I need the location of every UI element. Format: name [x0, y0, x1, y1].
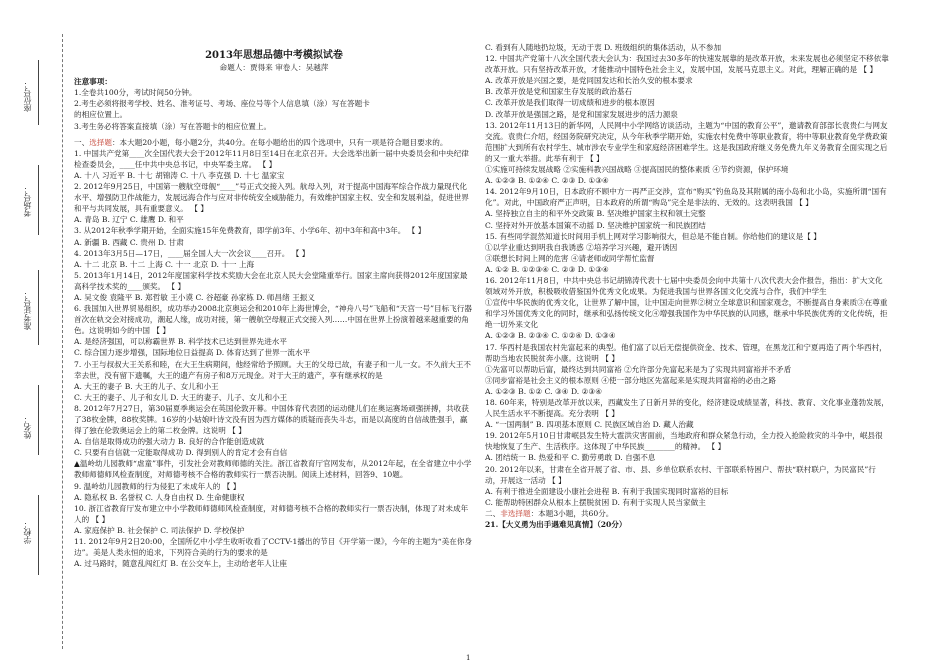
question-line: B. 改革开放是党和国家生存发展的政治基石 — [485, 87, 633, 97]
question-line: 7. 小王与叔叔大王关系和睦，在大王生病期间，他经常给予照顾。大王的父母已故，有妻子和一儿一女。不久前大王不幸去世，没有留下遗嘱，大王的遗产有房子和8万元现金。对于大王的遗产，享有继承权的是 — [74, 359, 471, 380]
question-line: ③同步富裕是社会主义的根本原则 ④使一部分地区先富起来是实现共同富裕的必由之路 — [485, 375, 776, 385]
section2-prefix: 二、 — [485, 508, 501, 518]
question-line: A. 大王的妻子 B. 大王的儿子、女儿和小王 — [74, 381, 219, 391]
section2-label: 非选择题 — [500, 508, 531, 518]
question-line: 15. 有些同学混然知道长时间用手机上网对学习影响很大，但总是不能自制。你给他们的建议是【 】 — [485, 231, 821, 241]
question-line: A. 家庭保护 B. 社会保护 C. 司法保护 D. 学校保护 — [74, 525, 245, 535]
question-line: A. 坚持独立自主的和平外交政策 B. 坚决维护国家主权和领土完整 — [485, 209, 706, 219]
question-line: D. 改革开放是强国之路，是党和国家发展进步的活力源泉 — [485, 109, 678, 119]
question-line: A. 改革开放是兴国之要，是党同国发达和长治久安的根本要求 — [485, 76, 693, 86]
notes-list — [74, 87, 474, 131]
question-line: 16. 2012年11月8日，中共中央总书记胡锦涛代表十七届中央委员会向中共第十八次代表大会作报告，指出：扩大文化领域对外开放，积极吸收借鉴国外优秀文化成果。为促进我国与世界各国文化交流与合作，我们中学生 — [485, 275, 883, 297]
question-line: ①以学业重达到明我自我诱惑 ②培养学习兴趣，避开诱因 — [485, 242, 678, 252]
question-line: ▲温岭幼儿园教师“虐童”事件，引发社会对教师师德的关注。浙江省教育厅官网发布，从2012年起，在全省建立中小学教师师德师风检查制度，对师德考核不合格的教师实行一票否决制。阅读上述材料，回答9、10题。 — [74, 459, 472, 480]
name-field-label: 姓名： — [23, 415, 32, 439]
question-line: C. 只要有自信就一定能取得成功 D. 得到别人的肯定才会有自信 — [74, 448, 288, 458]
question-line: A. 青岛 B. 辽宁 C. 雄鹰 D. 和平 — [74, 215, 184, 225]
question-line: 20. 2012年以来，甘肃在全省开展了省、市、县、乡单位联系农村、干部联系特困户、帮扶“联村联户，为民富民”行动，开展这一活动 【 】 — [485, 464, 876, 485]
question-line: 14. 2012年9月10日，日本政府不顾中方一再严正交涉，宣布“购买”钓鱼岛及其附属的南小岛和北小岛，实施所谓“国有化”。对此，中国政府严正声明，日本政府的所谓“购岛”完全是非法的、无效的。这表明我国 【 】 — [485, 187, 887, 208]
question-line: 10. 浙江省教育厅发布建立中小学教师师德师风检查制度，对师德考核不合格的教师实行一票否决制，体现了对未成年人的 【 】 — [74, 503, 469, 524]
question-line: C. 改革开放是我们取得一切成绩和进步的根本原因 — [485, 98, 655, 108]
question-line: 13. 2012年11月13日的新华网，人民网中小学网络访谈活动，主题为“中国的教育公平”，邀请教育部部长袁贵仁与网友交流。袁贵仁介绍，经国务院研究决定，从今年秋季学期开始，实施农村免费中等职业教育，将中等职业教育免学费政策范围扩大到所有农村学生、城市涉农专业学生和家庭经济困难学生。这是我国政府继义务免费九年义务教育全面实现之后的又一重大举措。此举有利于 【 】 — [485, 120, 888, 163]
question-line: A. 有利于推进全面建设小康社会进程 B. 有利于我国实现同时富裕的目标 — [485, 486, 729, 496]
question-line: A. 是经济强国，可以称霸世界 B. 科学技术已达到世界先进水平 — [74, 337, 287, 347]
question-line: ①先富可以帮助后富，最终达到共同富裕 ②允许部分先富起来是为了实现共同富裕并不矛盾 — [485, 364, 792, 374]
left-questions — [74, 148, 474, 570]
question-line: A. “一国两制” B. 四项基本原则 C. 民族区域自治 D. 藏人治藏 — [485, 420, 694, 430]
section1-prefix: 一、 — [74, 137, 90, 147]
notes-heading: 注意事项： — [74, 77, 112, 87]
exam-no-line — [38, 270, 39, 345]
name-line — [38, 385, 39, 455]
exam-authors: 命题人：贾得来 审卷人：吴越萍 — [219, 63, 329, 73]
question-line: 3. 从2012年秋季学期开始，全面实施15年免费教育，即学前3年、小学6年、初中3年和高中3年。 【 】 — [74, 226, 426, 236]
cut-line — [62, 34, 63, 649]
question-line: ①实施可持续发展战略 ②实施科教兴国战略 ③提高国民的整体素质 ④节约资源，保护环境 — [485, 165, 789, 175]
note-item: 2.考生必须将报考学校、姓名、准考证号、考场、座位号等个人信息填（涂）写在答题卡 — [74, 99, 370, 109]
question-line: 17. 华西村是我国农村先富起来的典型。他们富了以后无偿提供资金、技术、管理，在黑龙江和宁夏再造了两个华西村，帮助当地农民脱贫奔小康。这说明 【 】 — [485, 342, 887, 363]
page-number: 1 — [466, 654, 471, 662]
question-line: ①宣传中华民族的优秀文化，让世界了解中国，让中国走向世界②树立全球意识和国家观念，不断提高自身素质③在尊重和学习外国优秀文化的同时，继承和弘扬传统文化④增强我国作为中华民族的认同感，继承中华民族优秀的文化传统，拒绝一切外来文化 — [485, 298, 888, 330]
question-line: C. 大王的妻子、儿子和女儿 D. 大王的妻子、儿子、女儿和小王 — [74, 392, 288, 402]
right-column — [485, 42, 890, 530]
question-line: A. 隐私权 B. 名誉权 C. 人身自由权 D. 生命健康权 — [74, 492, 245, 502]
question-21: 21.【大义勇为出手遇难见真情】（20分） — [485, 520, 627, 530]
exam-no-field-label: 准考证号： — [23, 290, 32, 330]
left-column — [74, 50, 474, 569]
question-line: 6. 我国加入世界贸易组织，成功举办2008北京奥运会和2010年上海世博会，“神舟八号”飞船和“天宫一号”目标飞行器首次在轨交会对接成功，潮起人缘，成功对接，第一艘航空母舰正式交接入列……中国在世界上扮演着越来越重要的角色。这说明如今的中国 【 】 — [74, 304, 472, 336]
question-line: A. 十八 习近平 B. 十七 胡锦涛 C. 十八 李克强 D. 十七 温家宝 — [74, 170, 285, 180]
question-line: 11. 2012年9月2日20:00，全国所亿中小学生收听收看了CCTV-1播出的节目《开学第一课》，今年的主题为“美在你身边”。美是人类永恒的追求，下列符合美的行为的要求的是 — [74, 537, 473, 558]
question-line: 1. 中国共产党第____次全国代表大会于2012年11月8日至14日在北京召开。大会选举出新一届中央委员会和中央纪律检查委员会，____任中共中央总书记，中央军委主席。 【 】 — [74, 148, 469, 169]
question-line: 2. 2012年9月25日，中国第一艘航空母舰“____”号正式交接入列。航母入列，对于提高中国海军综合作战力量现代化水平、增强防卫作战能力，发展远海合作与应对非传统安全威胁能力，有效维护国家主权、安全和发展利益，促进世界和平与共同发展，具有重要意义。 【 】 — [74, 182, 469, 214]
note-item: 3.考生务必将答案直接填（涂）写在答题卡的相应位置上。 — [74, 121, 272, 131]
school-field-label: 学校： — [23, 520, 32, 544]
question-line: A. ①② B. ①②③④ C. ②③ D. ①③④ — [485, 264, 609, 274]
question-line: C. 综合国力逐步增强，国际地位日益提高 D. 体育达到了世界一流水平 — [74, 348, 311, 358]
exam-title: 2013年思想品德中考模拟试卷 — [205, 50, 343, 61]
question-line: A. 十二 北京 B. 十二 上海 C. 十一 北京 D. 十一 上海 — [74, 259, 255, 269]
question-line: A. 吴文俊 袁隆平 B. 郑哲敏 王小谟 C. 谷超豪 孙家栋 D. 师昌绪 王振义 — [74, 292, 315, 302]
question-line: 18. 60年来，特别是改革开放以来，西藏发生了日新月异的变化，经济建设成绩显著，科技、教育、文化事业蓬勃发展，人民生活水平不断提高。充分表明 【 】 — [485, 398, 889, 419]
room-line — [38, 165, 39, 235]
question-line: A. 新疆 B. 西藏 C. 贵州 D. 甘肃 — [74, 237, 184, 247]
question-line: A. ①②③ B. ①② C. ③④ D. ②③④ — [485, 386, 603, 396]
question-line: A. 过马路时，随意乱闯红灯 B. 在公交车上，主动给老年人让座 — [74, 559, 287, 569]
question-line: 4. 2013年3月5日—17日，____届全国人大一次会议____召开。 【 】 — [74, 248, 310, 258]
binding-margin — [8, 40, 58, 640]
question-line: C. 能帮助特困群众从根本上摆脱贫困 D. 有利于实现人民当家做主 — [485, 497, 706, 507]
section2-heading — [485, 508, 890, 519]
school-line — [38, 495, 39, 575]
note-item: 的相应位置上。 — [74, 110, 128, 120]
question-line: A. ①②③ B. ②③④ C. ①②④ D. ①③④ — [485, 331, 616, 341]
question-line: A. 自信是取得成功的强大动力 B. 良好的合作能创造成就 — [74, 437, 265, 447]
question-line: 19. 2012年5月10日甘肃岷县发生特大雹洪灾害面前，当地政府和群众紧急行动，全力投入抢险救灾的斗争中，岷县很快地恢复了生产、生活秩序。这体现了中华民族________的精神。 【 】 — [485, 431, 883, 452]
section1-heading — [74, 137, 474, 148]
section2-desc: ：本题3小题，共60分。 — [530, 508, 614, 518]
section1-label: 选择题 — [89, 137, 112, 147]
question-line: 9. 温岭幼儿园教师的行为侵犯了未成年人的 【 】 — [74, 481, 241, 491]
question-line: 5. 2013年1月14日，2012年度国家科学技术奖励大会在北京人民大会堂隆重举行。国家主席向获得2012年度国家最高科学技术奖的____颁奖。 【 】 — [74, 270, 468, 291]
question-line: 12. 中国共产党第十八次全国代表大会认为：我国过去30多年的快速发展靠的是改革开放，未来发展也必须坚定不移依靠改革开放。只有坚持改革开放，才能推动中国特色社会主义，发展中国，发展马克思主义。对此，理解正确的是 【 】 — [485, 54, 889, 75]
question-line: A. ①②③ B. ①②④ C. ②③ D. ①③④ — [485, 176, 609, 186]
question-line: C. 坚持对外开放基本国策不动摇 D. 坚决维护国家统一和民族团结 — [485, 220, 706, 230]
seat-line — [38, 60, 39, 125]
room-field-label: 考场号： — [23, 185, 32, 217]
question-line: C. 看到有人随地扔垃圾，无动于衷 D. 班级组织的集体活动，从不参加 — [485, 43, 722, 52]
question-line: A. 团结统一 B. 热爱和平 C. 勤劳勇敢 D. 自强不息 — [485, 453, 656, 463]
right-questions — [485, 42, 890, 508]
section1-desc: ：本大题20小题，每小题2分，共40分。在每小题给出的四个选项中，只有一项是符合题目要求的。 — [111, 137, 448, 147]
seat-field-label: 座位号： — [23, 80, 32, 112]
question-line: ③联想长时间上网的危害 ④请老师或同学帮忙监督 — [485, 253, 655, 263]
note-item: 1.全卷共100分，考试时间50分钟。 — [74, 88, 197, 98]
question-line: 8. 2012年7月27日，第30届夏季奥运会在英国伦敦开幕。中国体育代表团的运动健儿们在奥运赛场顽强拼搏，共收获了38枚金牌，88枚奖牌。16岁的小姑娘叶诗文没有因为西方媒体的质疑而丧失斗志，而是以高度的自信战胜强手，赢得了独在伦敦奥运会上的第二枚金牌。这说明 【 】 — [74, 403, 469, 436]
